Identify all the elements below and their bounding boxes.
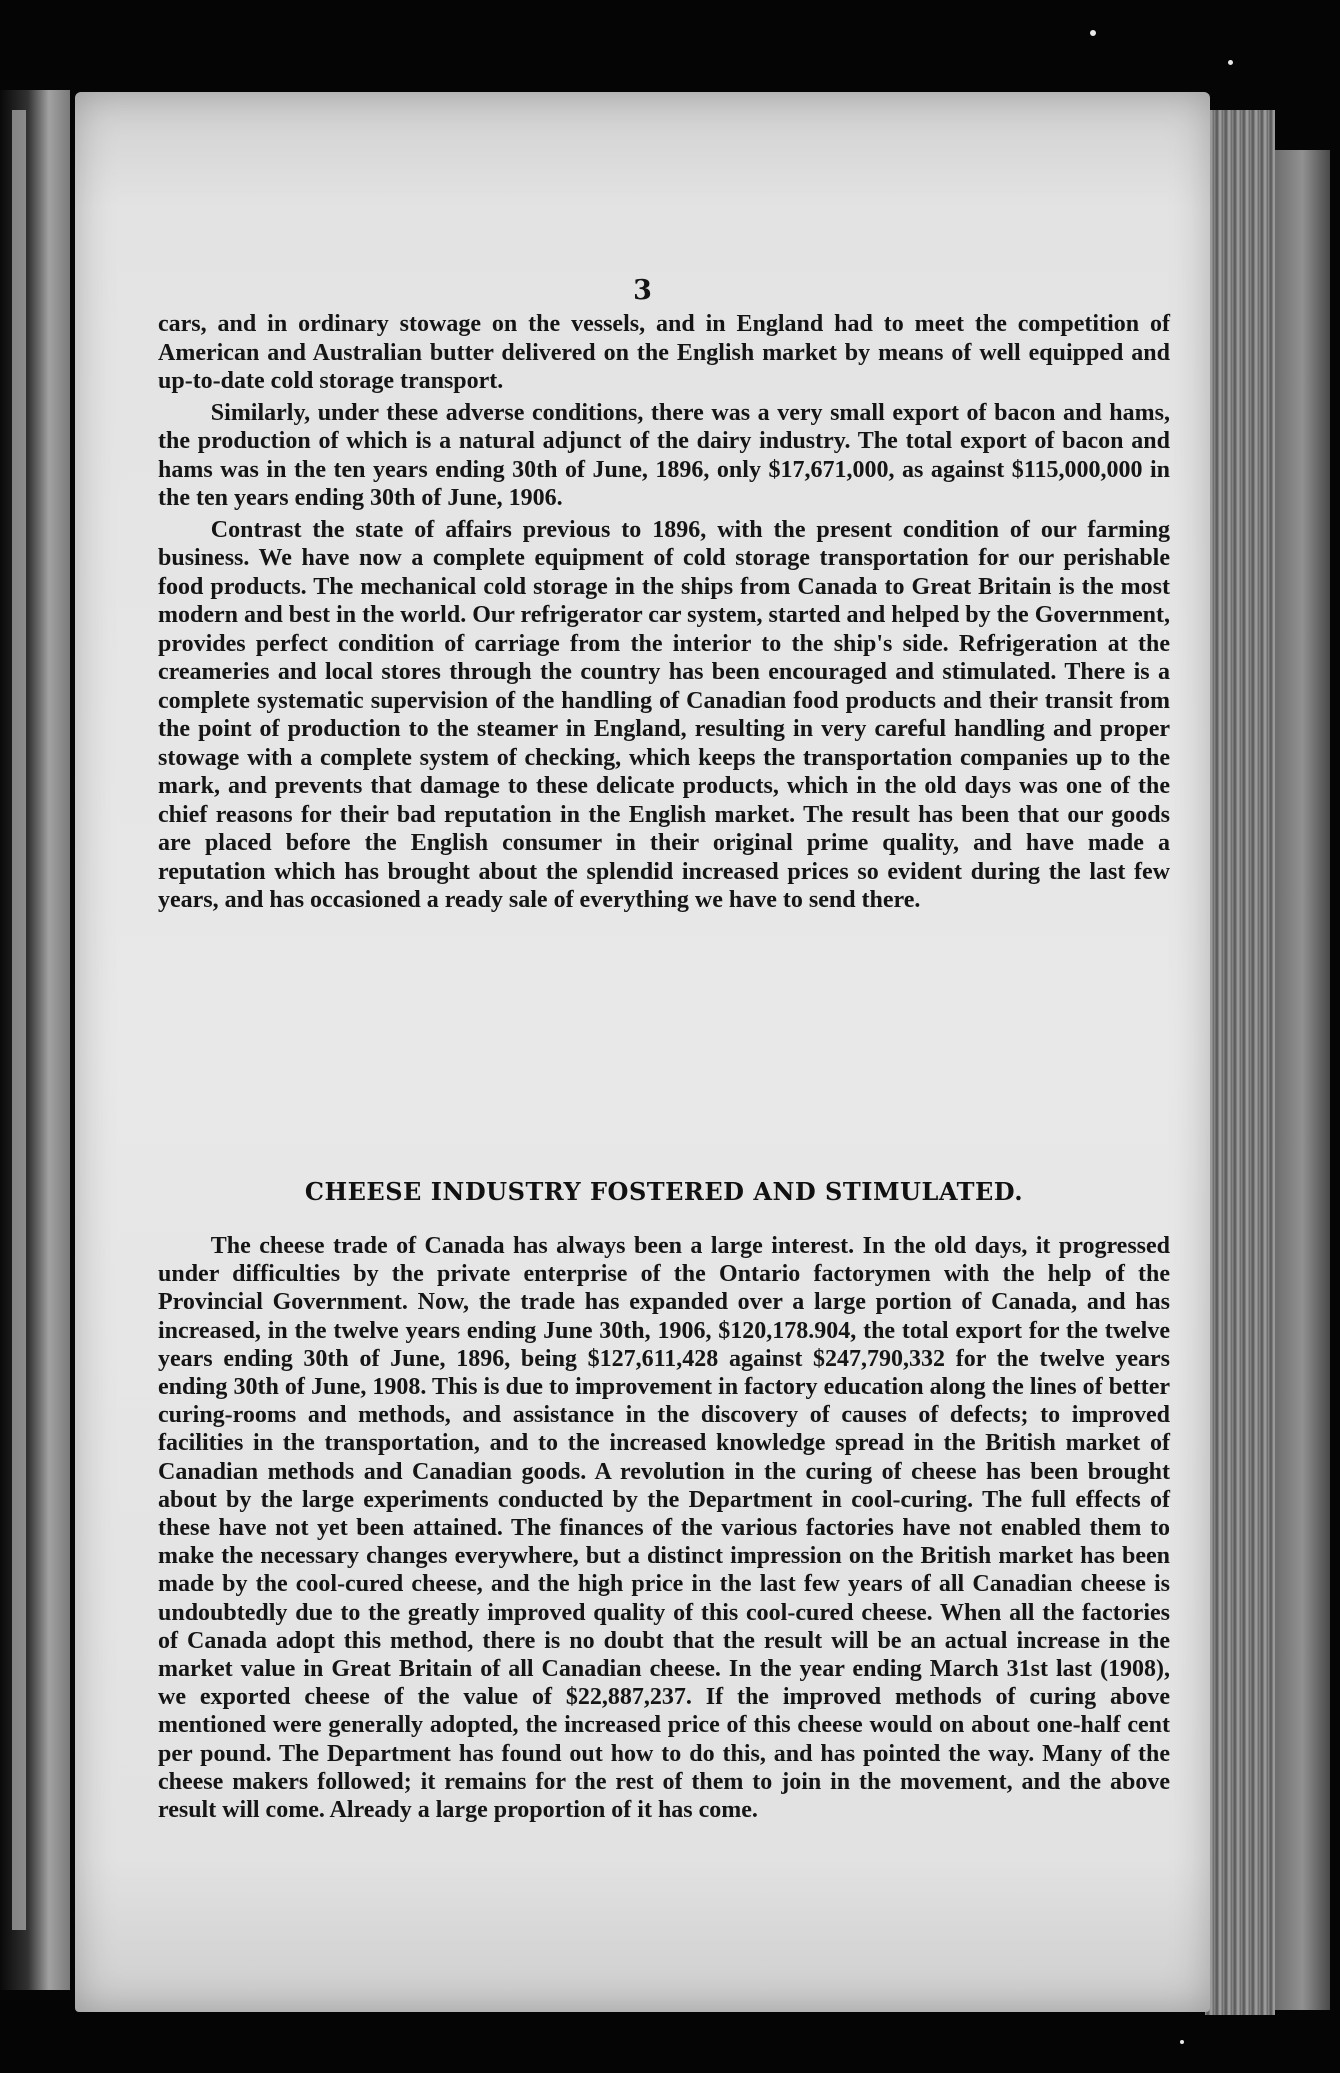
book-left-edge-strip [12,110,26,1930]
scan-speck [1228,60,1233,65]
paragraph-bacon-hams: Similarly, under these adverse conditions, there was a very small export of bacon and hams, the production of which is a natural adjunct of the dairy industry. The total export of bacon and hams was in the ten years ending 30th of June, 1896, only $17,671,000, as against $115,000,000 in the ten years ending 30th of June, 1906. [158,399,1170,511]
book-left-edge [0,90,70,1990]
paragraph-cold-storage: Contrast the state of affairs previous to 1896, with the present condition of our farming business. We have now a complete equipment of cold storage transportation for our perishable food products. The mechanical cold storage in the ships from Canada to Great Britain is the most modern and best in the world. Our refrigerator car system, started and helped by the Government, provides perfect condition of carriage from the interior to the ship's side. Refrigeration at the creameries and local stores through the country has been encouraged and stimulated. There is a complete systematic supervision of the handling of Canadian food products and their transit from the point of production to the steamer in England, resulting in very careful handling and proper stowage with a complete system of checking, which keeps the transportation companies up to the mark, and prevents that damage to these delicate products, which in the old days was one of the chief reasons for their bad reputation in the English market. The result has been that our goods are placed before the English consumer in their original prime quality, and have made a reputation which has brought about the splendid increased prices so evident during the last few years, and has occasioned a ready sale of everything we have to send there. [158,516,1170,913]
document-page [75,92,1210,2012]
paragraph-continuation: cars, and in ordinary stowage on the vessels, and in England had to meet the competition of American and Australian butter delivered on the English market by means of well equipped and up-to-date cold storage transport. [158,311,1170,394]
cheese-text-block [158,1232,1170,1824]
page-number: 3 [633,275,652,306]
scan-speck [1180,2040,1184,2044]
book-right-edge [1205,110,1275,2015]
book-right-edge-outer [1275,150,1330,2010]
scan-speck [1090,30,1096,36]
opening-text-block [158,310,1170,915]
section-heading: CHEESE INDUSTRY FOSTERED AND STIMULATED. [304,1177,1024,1206]
paragraph-cheese-trade: The cheese trade of Canada has always been a large interest. In the old days, it progressed under difficulties by the private enterprise of the Ontario factorymen with the help of the Provincial Government. Now, the trade has expanded over a large portion of Canada, and has increased, in the twelve years ending June 30th, 1906, $120,178.904, the total export for the twelve years ending 30th of June, 1896, being $127,611,428 against $247,790,332 for the twelve years ending 30th of June, 1908. This is due to improvement in factory education along the lines of better curing-rooms and methods, and assistance in the discovery of causes of defects; to improved facilities in the transportation, and to the increased knowledge spread in the British market of Canadian methods and Canadian goods. A revolution in the curing of cheese has been brought about by the large experiments conducted by the Department in cool-curing. The full effects of these have not yet been attained. The finances of the various factories have not enabled them to make the necessary changes everywhere, but a distinct impression on the British market has been made by the cool-cured cheese, and the high price in the last few years of all Canadian cheese is undoubtedly due to the greatly improved quality of this cool-cured cheese. When all the factories of Canada adopt this method, there is no doubt that the result will be an actual increase in the market value in Great Britain of all Canadian cheese. In the year ending March 31st last (1908), we exported cheese of the value of $22,887,237. If the improved methods of curing above mentioned were generally adopted, the increased price of this cheese would on about one-half cent per pound. The Department has found out how to do this, and has pointed the way. Many of the cheese makers followed; it remains for the rest of them to join in the movement, and the above result will come. Already a large proportion of it has come. [158,1233,1170,1824]
